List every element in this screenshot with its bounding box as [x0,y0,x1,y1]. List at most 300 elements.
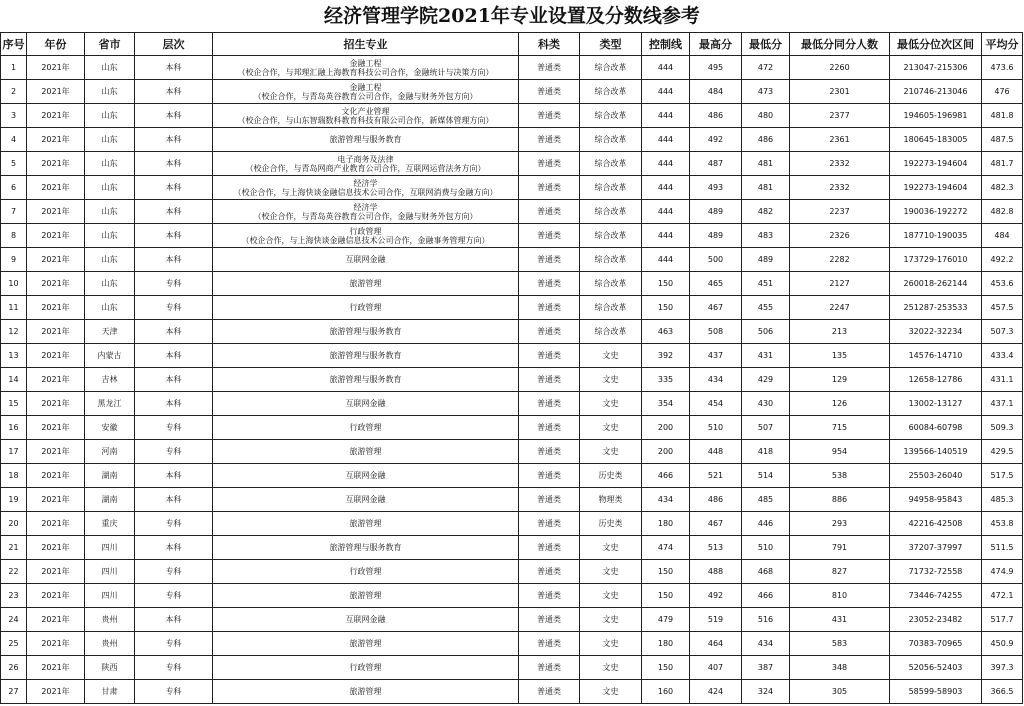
cell-level: 专科 [135,296,213,320]
cell-min-same-count: 810 [790,584,890,608]
cell-no: 1 [1,56,27,80]
header-no: 序号 [1,33,27,56]
cell-min-same-count: 348 [790,656,890,680]
cell-year: 2021年 [27,464,85,488]
cell-control-line: 150 [642,296,690,320]
major-name: 行政管理 [349,423,382,432]
cell-level: 本科 [135,368,213,392]
cell-category: 普通类 [519,296,580,320]
cell-rank-range: 187710-190035 [890,224,982,248]
cell-min-score: 387 [742,656,790,680]
cell-rank-range: 139566-140519 [890,440,982,464]
major-name: 旅游管理 [349,447,382,456]
cell-rank-range: 192273-194604 [890,176,982,200]
cell-major [213,392,519,416]
major-name: 行政管理 [349,303,382,312]
cell-min-score: 468 [742,560,790,584]
major-name: 旅游管理与服务教育 [329,351,402,360]
cell-category: 普通类 [519,488,580,512]
cell-province: 山东 [85,272,135,296]
cell-min-score: 489 [742,248,790,272]
cell-average: 511.5 [982,536,1023,560]
cell-average: 484 [982,224,1023,248]
cell-no: 24 [1,608,27,632]
table-row [1,560,1023,584]
cell-province: 吉林 [85,368,135,392]
cell-max-score: 492 [690,128,742,152]
cell-average: 517.5 [982,464,1023,488]
cell-level: 本科 [135,104,213,128]
cell-level: 本科 [135,464,213,488]
cell-type: 综合改革 [580,56,642,80]
cell-average: 481.7 [982,152,1023,176]
cell-type: 文史 [580,656,642,680]
major-name: 互联网金融 [345,399,386,408]
cell-min-same-count: 954 [790,440,890,464]
cell-rank-range: 42216-42508 [890,512,982,536]
cell-average: 474.9 [982,560,1023,584]
cell-year: 2021年 [27,272,85,296]
major-note: （校企合作，与上海快谈金融信息技术公司合作，互联网消费与金融方向） [233,187,498,197]
cell-control-line: 444 [642,56,690,80]
cell-rank-range: 213047-215306 [890,56,982,80]
cell-max-score: 486 [690,488,742,512]
cell-min-same-count: 2326 [790,224,890,248]
cell-rank-range: 37207-37997 [890,536,982,560]
cell-level: 本科 [135,608,213,632]
cell-level: 专科 [135,632,213,656]
cell-province: 陕西 [85,656,135,680]
major-note: （校企合作，与邦理汇融上海教育科技公司合作，金融统计与决策方向） [237,67,494,77]
cell-control-line: 444 [642,248,690,272]
cell-province: 内蒙古 [85,344,135,368]
cell-max-score: 454 [690,392,742,416]
cell-major [213,584,519,608]
cell-type: 文史 [580,632,642,656]
cell-min-score: 451 [742,272,790,296]
cell-level: 专科 [135,512,213,536]
cell-min-score: 430 [742,392,790,416]
table-row [1,224,1023,248]
cell-min-same-count: 305 [790,680,890,704]
cell-max-score: 500 [690,248,742,272]
cell-average: 472.1 [982,584,1023,608]
cell-level: 本科 [135,248,213,272]
major-name: 互联网金融 [345,471,386,480]
cell-level: 本科 [135,56,213,80]
cell-type: 文史 [580,584,642,608]
cell-min-score: 514 [742,464,790,488]
table-row [1,56,1023,80]
major-name: 经济学 [353,178,378,188]
table-row [1,584,1023,608]
cell-province: 湖南 [85,464,135,488]
cell-min-same-count: 715 [790,416,890,440]
cell-major [213,152,519,176]
header-rank-range: 最低分位次区间 [890,33,982,56]
cell-year: 2021年 [27,320,85,344]
cell-average: 457.5 [982,296,1023,320]
cell-major [213,416,519,440]
cell-province: 重庆 [85,512,135,536]
cell-major [213,512,519,536]
cell-year: 2021年 [27,80,85,104]
cell-no: 11 [1,296,27,320]
major-note: （校企合作，与青岛英谷教育公司合作，金融与财务外包方向） [253,91,478,101]
cell-rank-range: 14576-14710 [890,344,982,368]
major-name: 旅游管理与服务教育 [329,135,402,144]
cell-type: 综合改革 [580,296,642,320]
cell-category: 普通类 [519,200,580,224]
cell-control-line: 354 [642,392,690,416]
cell-no: 22 [1,560,27,584]
cell-min-same-count: 126 [790,392,890,416]
cell-max-score: 484 [690,80,742,104]
cell-min-score: 485 [742,488,790,512]
cell-rank-range: 194605-196981 [890,104,982,128]
cell-type: 文史 [580,392,642,416]
cell-level: 本科 [135,152,213,176]
cell-no: 20 [1,512,27,536]
cell-control-line: 200 [642,440,690,464]
cell-category: 普通类 [519,416,580,440]
cell-control-line: 160 [642,680,690,704]
major-name: 旅游管理 [349,591,382,600]
cell-major [213,176,519,200]
cell-year: 2021年 [27,440,85,464]
major-note: （校企合作，与山东智瑞数科教育科技有限公司合作，新媒体管理方向） [237,115,494,125]
cell-min-score: 516 [742,608,790,632]
cell-major [213,464,519,488]
cell-level: 专科 [135,656,213,680]
table-row [1,536,1023,560]
cell-min-same-count: 2237 [790,200,890,224]
cell-average: 366.5 [982,680,1023,704]
cell-rank-range: 94958-95843 [890,488,982,512]
cell-year: 2021年 [27,392,85,416]
cell-type: 综合改革 [580,104,642,128]
major-name: 旅游管理 [349,687,382,696]
cell-province: 山东 [85,80,135,104]
major-name: 文化产业管理 [341,106,390,116]
cell-major [213,296,519,320]
cell-major [213,344,519,368]
cell-level: 本科 [135,224,213,248]
major-name: 旅游管理 [349,519,382,528]
cell-year: 2021年 [27,488,85,512]
cell-level: 本科 [135,176,213,200]
cell-level: 本科 [135,536,213,560]
header-province: 省市 [85,33,135,56]
cell-province: 四川 [85,536,135,560]
cell-province: 山东 [85,128,135,152]
cell-max-score: 495 [690,56,742,80]
cell-major [213,128,519,152]
major-name: 金融工程 [349,82,382,92]
cell-control-line: 434 [642,488,690,512]
cell-control-line: 180 [642,512,690,536]
cell-category: 普通类 [519,104,580,128]
cell-category: 普通类 [519,632,580,656]
cell-category: 普通类 [519,152,580,176]
cell-control-line: 444 [642,200,690,224]
cell-rank-range: 52056-52403 [890,656,982,680]
cell-average: 453.8 [982,512,1023,536]
cell-year: 2021年 [27,416,85,440]
header-type: 类型 [580,33,642,56]
cell-level: 专科 [135,272,213,296]
cell-no: 14 [1,368,27,392]
cell-year: 2021年 [27,104,85,128]
cell-category: 普通类 [519,272,580,296]
header-control-line: 控制线 [642,33,690,56]
cell-province: 山东 [85,104,135,128]
cell-rank-range: 173729-176010 [890,248,982,272]
major-name: 行政管理 [349,567,382,576]
cell-year: 2021年 [27,248,85,272]
major-name: 互联网金融 [345,255,386,264]
cell-year: 2021年 [27,128,85,152]
table-row [1,416,1023,440]
cell-min-score: 481 [742,152,790,176]
cell-min-score: 472 [742,56,790,80]
cell-category: 普通类 [519,560,580,584]
cell-category: 普通类 [519,608,580,632]
table-row [1,176,1023,200]
cell-min-same-count: 583 [790,632,890,656]
major-name: 旅游管理与服务教育 [329,375,402,384]
cell-year: 2021年 [27,536,85,560]
major-name: 互联网金融 [345,615,386,624]
cell-year: 2021年 [27,608,85,632]
cell-min-score: 473 [742,80,790,104]
cell-province: 山东 [85,176,135,200]
cell-min-score: 466 [742,584,790,608]
cell-average: 487.5 [982,128,1023,152]
cell-control-line: 335 [642,368,690,392]
cell-control-line: 444 [642,152,690,176]
major-name: 互联网金融 [345,495,386,504]
table-row [1,272,1023,296]
cell-no: 21 [1,536,27,560]
cell-average: 482.3 [982,176,1023,200]
cell-average: 397.3 [982,656,1023,680]
cell-category: 普通类 [519,176,580,200]
cell-average: 517.7 [982,608,1023,632]
cell-max-score: 424 [690,680,742,704]
cell-category: 普通类 [519,80,580,104]
cell-province: 河南 [85,440,135,464]
cell-max-score: 521 [690,464,742,488]
cell-rank-range: 12658-12786 [890,368,982,392]
cell-min-same-count: 2332 [790,176,890,200]
cell-major [213,104,519,128]
table-row [1,680,1023,704]
cell-max-score: 448 [690,440,742,464]
table-row [1,656,1023,680]
cell-min-same-count: 538 [790,464,890,488]
header-year: 年份 [27,33,85,56]
cell-type: 文史 [580,680,642,704]
header-major: 招生专业 [213,33,519,56]
cell-no: 25 [1,632,27,656]
header-category: 科类 [519,33,580,56]
cell-control-line: 150 [642,560,690,584]
major-note: （校企合作，与青岛英谷教育公司合作，金融与财务外包方向） [253,211,478,221]
cell-no: 27 [1,680,27,704]
cell-average: 476 [982,80,1023,104]
cell-level: 本科 [135,392,213,416]
cell-year: 2021年 [27,656,85,680]
cell-category: 普通类 [519,128,580,152]
cell-rank-range: 32022-32234 [890,320,982,344]
cell-min-score: 418 [742,440,790,464]
cell-province: 山东 [85,152,135,176]
cell-type: 文史 [580,416,642,440]
cell-category: 普通类 [519,440,580,464]
cell-province: 山东 [85,224,135,248]
cell-no: 12 [1,320,27,344]
cell-type: 综合改革 [580,176,642,200]
table-row [1,296,1023,320]
cell-control-line: 180 [642,632,690,656]
cell-no: 5 [1,152,27,176]
cell-min-score: 480 [742,104,790,128]
cell-max-score: 492 [690,584,742,608]
cell-province: 山东 [85,200,135,224]
cell-no: 19 [1,488,27,512]
cell-province: 天津 [85,320,135,344]
cell-no: 9 [1,248,27,272]
cell-average: 473.6 [982,56,1023,80]
table-row [1,464,1023,488]
header-min-same-count: 最低分同分人数 [790,33,890,56]
cell-type: 综合改革 [580,128,642,152]
cell-no: 26 [1,656,27,680]
cell-min-same-count: 2301 [790,80,890,104]
cell-type: 历史类 [580,464,642,488]
cell-control-line: 444 [642,128,690,152]
cell-major [213,608,519,632]
major-name: 电子商务及法律 [337,154,394,164]
cell-level: 本科 [135,320,213,344]
header-row [1,33,1023,56]
cell-province: 四川 [85,560,135,584]
table-row [1,392,1023,416]
cell-max-score: 508 [690,320,742,344]
cell-year: 2021年 [27,344,85,368]
cell-province: 山东 [85,248,135,272]
cell-no: 10 [1,272,27,296]
cell-min-score: 434 [742,632,790,656]
cell-min-score: 429 [742,368,790,392]
cell-major [213,680,519,704]
cell-min-score: 324 [742,680,790,704]
cell-type: 文史 [580,560,642,584]
cell-level: 本科 [135,80,213,104]
cell-control-line: 466 [642,464,690,488]
cell-max-score: 510 [690,416,742,440]
major-name: 行政管理 [349,663,382,672]
cell-category: 普通类 [519,320,580,344]
cell-control-line: 479 [642,608,690,632]
table-row [1,488,1023,512]
cell-category: 普通类 [519,56,580,80]
cell-category: 普通类 [519,248,580,272]
cell-min-same-count: 293 [790,512,890,536]
cell-min-score: 486 [742,128,790,152]
cell-min-score: 506 [742,320,790,344]
cell-no: 4 [1,128,27,152]
page-title: 经济管理学院2021年专业设置及分数线参考 [324,5,700,27]
cell-province: 黑龙江 [85,392,135,416]
cell-major [213,80,519,104]
cell-category: 普通类 [519,344,580,368]
cell-max-score: 467 [690,296,742,320]
cell-major [213,248,519,272]
cell-rank-range: 70383-70965 [890,632,982,656]
cell-average: 481.8 [982,104,1023,128]
table-row [1,320,1023,344]
cell-year: 2021年 [27,152,85,176]
cell-no: 3 [1,104,27,128]
cell-max-score: 493 [690,176,742,200]
cell-rank-range: 190036-192272 [890,200,982,224]
table-row [1,152,1023,176]
cell-type: 文史 [580,368,642,392]
table-row [1,632,1023,656]
cell-min-score: 482 [742,200,790,224]
cell-type: 历史类 [580,512,642,536]
cell-min-score: 455 [742,296,790,320]
cell-year: 2021年 [27,584,85,608]
cell-no: 17 [1,440,27,464]
cell-min-score: 507 [742,416,790,440]
cell-average: 437.1 [982,392,1023,416]
cell-no: 16 [1,416,27,440]
cell-major [213,440,519,464]
cell-min-same-count: 2127 [790,272,890,296]
cell-control-line: 463 [642,320,690,344]
cell-average: 429.5 [982,440,1023,464]
cell-rank-range: 73446-74255 [890,584,982,608]
cell-type: 综合改革 [580,320,642,344]
cell-category: 普通类 [519,584,580,608]
cell-province: 安徽 [85,416,135,440]
cell-control-line: 150 [642,272,690,296]
cell-no: 6 [1,176,27,200]
cell-rank-range: 71732-72558 [890,560,982,584]
cell-min-same-count: 886 [790,488,890,512]
cell-major [213,656,519,680]
cell-major [213,272,519,296]
cell-major [213,320,519,344]
cell-max-score: 487 [690,152,742,176]
cell-average: 492.2 [982,248,1023,272]
cell-average: 453.6 [982,272,1023,296]
cell-min-same-count: 2332 [790,152,890,176]
table-body [1,56,1023,704]
cell-type: 综合改革 [580,248,642,272]
cell-rank-range: 23052-23482 [890,608,982,632]
header-level: 层次 [135,33,213,56]
cell-type: 文史 [580,608,642,632]
cell-year: 2021年 [27,560,85,584]
cell-min-same-count: 2260 [790,56,890,80]
cell-min-score: 446 [742,512,790,536]
cell-level: 本科 [135,128,213,152]
major-note: （校企合作，与青岛网商产业教育公司合作，互联网运营法务方向） [245,163,486,173]
